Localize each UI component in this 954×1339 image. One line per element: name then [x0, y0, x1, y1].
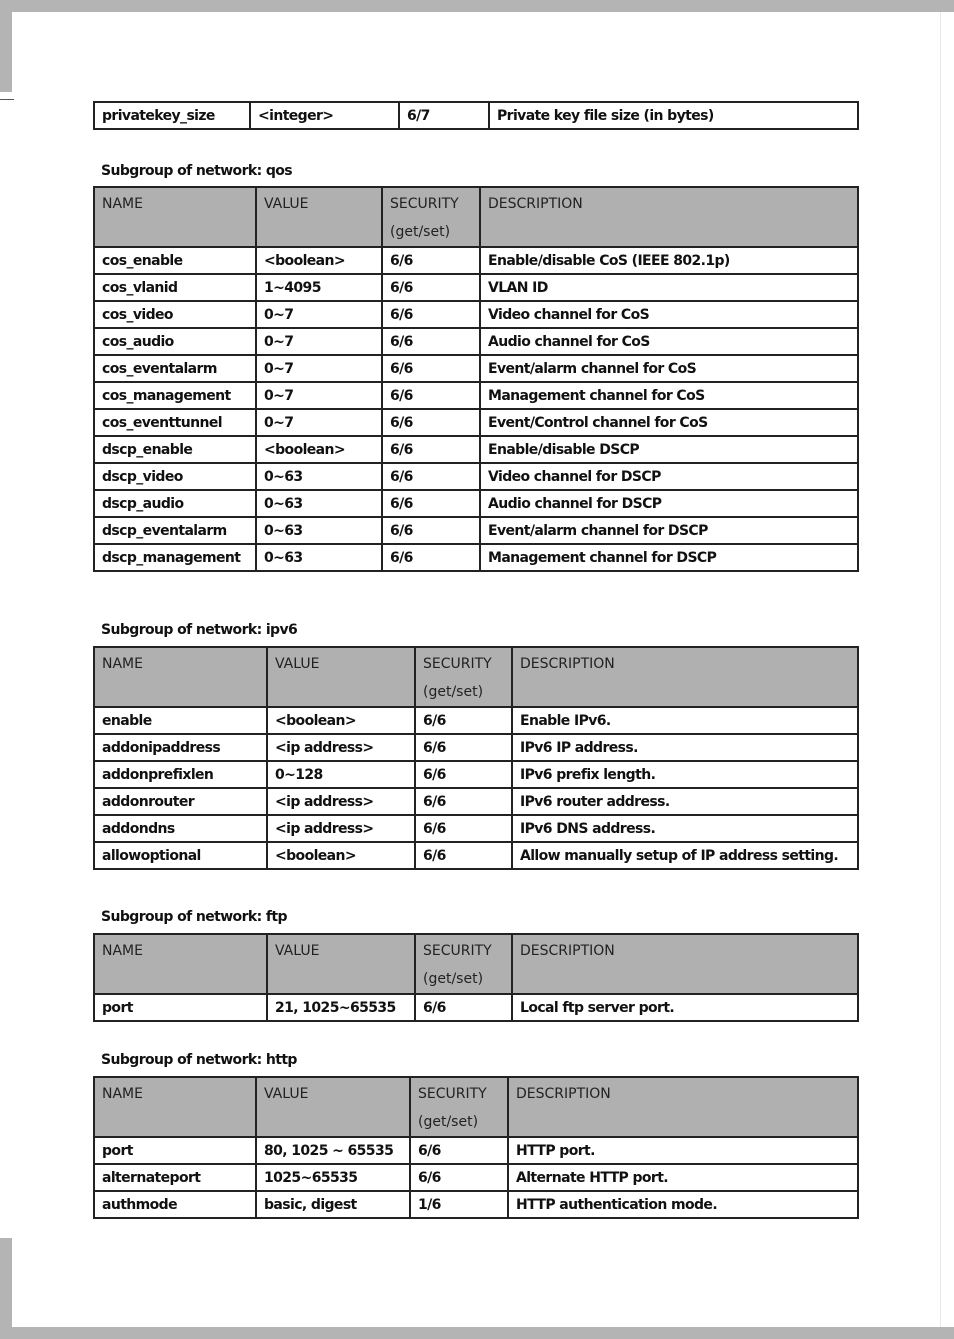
cell-security: 6/7: [399, 102, 489, 129]
table-row: [94, 815, 858, 842]
table-row: [94, 274, 858, 301]
cell-security: 6/6: [382, 382, 480, 409]
cell-security: 6/6: [415, 734, 512, 761]
cell-name: authmode: [94, 1191, 256, 1218]
cell-name: cos_eventtunnel: [94, 409, 256, 436]
cell-name: cos_eventalarm: [94, 355, 256, 382]
ipv6-table: [93, 646, 859, 870]
cell-name: dscp_management: [94, 544, 256, 571]
table-row: [94, 301, 858, 328]
cell-name: cos_management: [94, 382, 256, 409]
cell-description: Video channel for DSCP: [480, 463, 858, 490]
cell-security: 6/6: [382, 517, 480, 544]
section-title-ipv6: Subgroup of network: ipv6: [101, 622, 298, 638]
table-row: [94, 517, 858, 544]
cell-value: basic, digest: [256, 1191, 410, 1218]
cell-value: <boolean>: [256, 436, 382, 463]
cell-description: Event/alarm channel for CoS: [480, 355, 858, 382]
section-title-qos: Subgroup of network: qos: [101, 163, 293, 179]
table-row: [94, 1191, 858, 1218]
header-security-sublabel: (get/set): [418, 1114, 479, 1130]
cell-value: <boolean>: [267, 707, 415, 734]
cell-name: privatekey_size: [94, 102, 250, 129]
header-security-sublabel: (get/set): [390, 224, 451, 240]
header-value-label: VALUE: [264, 196, 309, 212]
header-value-label: VALUE: [264, 1086, 309, 1102]
header-name: [94, 647, 267, 707]
page-margin-tick: [0, 99, 14, 100]
cell-name: cos_video: [94, 301, 256, 328]
cell-description: Alternate HTTP port.: [508, 1164, 858, 1191]
header-security: [410, 1077, 508, 1137]
cell-value: 0~63: [256, 544, 382, 571]
cell-name: addonprefixlen: [94, 761, 267, 788]
cell-security: 6/6: [382, 436, 480, 463]
cell-security: 6/6: [382, 355, 480, 382]
cell-security: 6/6: [382, 247, 480, 274]
page-frame-top: [0, 0, 954, 12]
cell-security: 6/6: [382, 490, 480, 517]
cell-value: <boolean>: [256, 247, 382, 274]
cell-security: 6/6: [415, 815, 512, 842]
cell-description: Allow manually setup of IP address setting.: [512, 842, 858, 869]
cell-value: 0~7: [256, 355, 382, 382]
header-description-label: DESCRIPTION: [488, 196, 583, 212]
cell-value: 0~7: [256, 409, 382, 436]
header-security: [415, 934, 512, 994]
table-row: [94, 734, 858, 761]
table-row: [94, 382, 858, 409]
cell-value: 80, 1025 ~ 65535: [256, 1137, 410, 1164]
cell-value: <ip address>: [267, 815, 415, 842]
cell-security: 6/6: [382, 328, 480, 355]
cell-security: 6/6: [382, 301, 480, 328]
cell-value: 1~4095: [256, 274, 382, 301]
cell-value: 21, 1025~65535: [267, 994, 415, 1021]
cell-description: Audio channel for DSCP: [480, 490, 858, 517]
header-name: [94, 187, 256, 247]
cell-name: allowoptional: [94, 842, 267, 869]
table-header-row: [94, 647, 858, 707]
section-title-ftp: Subgroup of network: ftp: [101, 909, 287, 925]
table-row: [94, 761, 858, 788]
cell-value: <boolean>: [267, 842, 415, 869]
page-frame-left-bottom: [0, 1238, 12, 1339]
cell-security: 6/6: [415, 788, 512, 815]
header-security-label: SECURITY: [423, 656, 492, 672]
header-description-label: DESCRIPTION: [520, 943, 615, 959]
header-name-label: NAME: [102, 656, 143, 672]
cell-description: Management channel for DSCP: [480, 544, 858, 571]
cell-description: IPv6 DNS address.: [512, 815, 858, 842]
cell-value: 0~7: [256, 301, 382, 328]
header-value: [256, 187, 382, 247]
table-header-row: [94, 934, 858, 994]
cell-name: addondns: [94, 815, 267, 842]
page-frame-bottom: [0, 1327, 954, 1339]
cell-security: 6/6: [382, 463, 480, 490]
table-row: [94, 707, 858, 734]
cell-security: 6/6: [382, 274, 480, 301]
cell-description: Video channel for CoS: [480, 301, 858, 328]
cell-security: 1/6: [410, 1191, 508, 1218]
cell-value: 1025~65535: [256, 1164, 410, 1191]
privatekey-table: [93, 101, 859, 130]
cell-name: enable: [94, 707, 267, 734]
header-description: [480, 187, 858, 247]
cell-value: <ip address>: [267, 788, 415, 815]
http-table: [93, 1076, 859, 1219]
cell-name: port: [94, 1137, 256, 1164]
cell-description: VLAN ID: [480, 274, 858, 301]
page-frame-right-edge: [940, 12, 941, 1327]
cell-security: 6/6: [415, 707, 512, 734]
cell-description: HTTP authentication mode.: [508, 1191, 858, 1218]
cell-description: IPv6 IP address.: [512, 734, 858, 761]
header-name-label: NAME: [102, 196, 143, 212]
cell-security: 6/6: [382, 409, 480, 436]
header-name-label: NAME: [102, 1086, 143, 1102]
header-security-label: SECURITY: [423, 943, 492, 959]
header-value: [256, 1077, 410, 1137]
header-security: [415, 647, 512, 707]
cell-value: 0~7: [256, 382, 382, 409]
cell-description: Event/alarm channel for DSCP: [480, 517, 858, 544]
cell-name: cos_enable: [94, 247, 256, 274]
header-security-label: SECURITY: [418, 1086, 487, 1102]
table-row: [94, 436, 858, 463]
cell-description: Enable/disable CoS (IEEE 802.1p): [480, 247, 858, 274]
table-row: [94, 328, 858, 355]
table-row: [94, 994, 858, 1021]
header-security-sublabel: (get/set): [423, 684, 484, 700]
table-header-row: [94, 187, 858, 247]
cell-description: HTTP port.: [508, 1137, 858, 1164]
cell-name: port: [94, 994, 267, 1021]
cell-value: 0~63: [256, 517, 382, 544]
cell-description: Audio channel for CoS: [480, 328, 858, 355]
header-value-label: VALUE: [275, 943, 320, 959]
header-value: [267, 934, 415, 994]
cell-description: IPv6 prefix length.: [512, 761, 858, 788]
qos-table: [93, 186, 859, 572]
cell-security: 6/6: [382, 544, 480, 571]
cell-name: dscp_audio: [94, 490, 256, 517]
header-description: [508, 1077, 858, 1137]
table-row: [94, 1137, 858, 1164]
cell-value: 0~7: [256, 328, 382, 355]
cell-name: dscp_eventalarm: [94, 517, 256, 544]
header-description-label: DESCRIPTION: [516, 1086, 611, 1102]
header-value-label: VALUE: [275, 656, 320, 672]
cell-name: cos_vlanid: [94, 274, 256, 301]
header-description-label: DESCRIPTION: [520, 656, 615, 672]
cell-description: Event/Control channel for CoS: [480, 409, 858, 436]
ftp-table: [93, 933, 859, 1022]
table-row: [94, 1164, 858, 1191]
cell-security: 6/6: [415, 994, 512, 1021]
table-row: [94, 247, 858, 274]
cell-description: Management channel for CoS: [480, 382, 858, 409]
header-description: [512, 647, 858, 707]
table-header-row: [94, 1077, 858, 1137]
cell-name: alternateport: [94, 1164, 256, 1191]
table-row: [94, 463, 858, 490]
cell-description: Enable/disable DSCP: [480, 436, 858, 463]
table-row: [94, 355, 858, 382]
header-security: [382, 187, 480, 247]
header-name: [94, 934, 267, 994]
cell-description: Local ftp server port.: [512, 994, 858, 1021]
cell-name: dscp_enable: [94, 436, 256, 463]
header-name: [94, 1077, 256, 1137]
cell-name: addonrouter: [94, 788, 267, 815]
table-row: [94, 409, 858, 436]
cell-description: Private key file size (in bytes): [489, 102, 858, 129]
page-frame-left-top: [0, 0, 12, 92]
cell-security: 6/6: [415, 842, 512, 869]
cell-value: <integer>: [250, 102, 399, 129]
cell-value: 0~128: [267, 761, 415, 788]
section-title-http: Subgroup of network: http: [101, 1052, 297, 1068]
table-row: [94, 102, 858, 129]
cell-value: 0~63: [256, 463, 382, 490]
header-name-label: NAME: [102, 943, 143, 959]
cell-name: cos_audio: [94, 328, 256, 355]
cell-security: 6/6: [415, 761, 512, 788]
cell-description: IPv6 router address.: [512, 788, 858, 815]
cell-name: addonipaddress: [94, 734, 267, 761]
table-row: [94, 788, 858, 815]
table-row: [94, 490, 858, 517]
cell-security: 6/6: [410, 1137, 508, 1164]
cell-name: dscp_video: [94, 463, 256, 490]
table-row: [94, 544, 858, 571]
header-security-sublabel: (get/set): [423, 971, 484, 987]
header-value: [267, 647, 415, 707]
cell-security: 6/6: [410, 1164, 508, 1191]
cell-value: <ip address>: [267, 734, 415, 761]
cell-value: 0~63: [256, 490, 382, 517]
table-row: [94, 842, 858, 869]
header-description: [512, 934, 858, 994]
header-security-label: SECURITY: [390, 196, 459, 212]
cell-description: Enable IPv6.: [512, 707, 858, 734]
